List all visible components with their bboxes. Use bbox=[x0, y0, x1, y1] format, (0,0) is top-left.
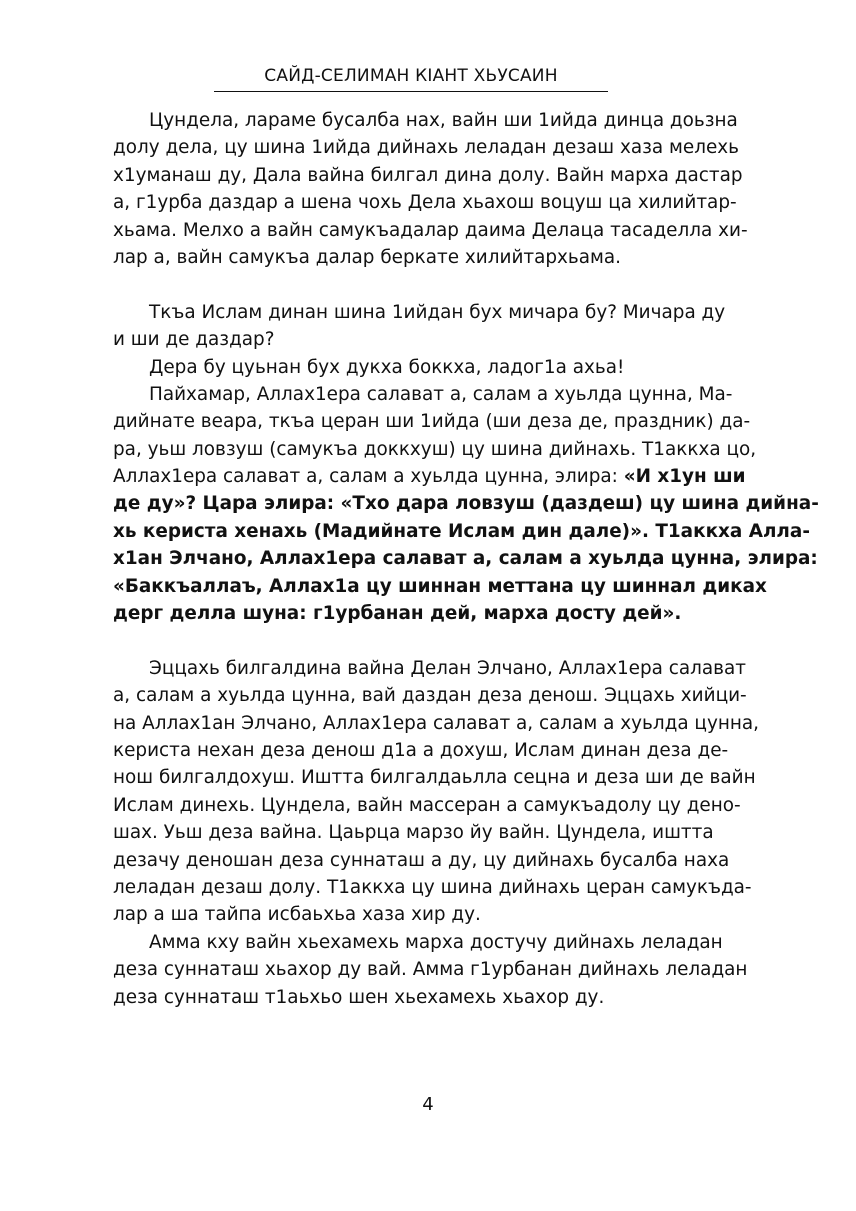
bold-line: «Баккъаллаъ, Аллах1а цу шиннан меттана цу шиннал диках bbox=[113, 575, 767, 597]
header-rule bbox=[214, 91, 608, 92]
text-line: нош билгалдохуш. Иштта билгалдаьлла сецна и деза ши де вайн bbox=[113, 767, 756, 789]
text-line: а, салам а хуьлда цунна, вай даздан деза денош. Эццахь хийци- bbox=[113, 685, 747, 707]
text-line: Цундела, лараме бусалба нах, вайн ши 1ийда динца доьзна bbox=[149, 110, 738, 131]
text-line: а, г1урба даздар а шена чохь Дела хьахош воцуш ца хилийтар- bbox=[113, 192, 737, 214]
text-line: Пайхамар, Аллах1ера салават а, салам а хуьлда цунна, Ма- bbox=[149, 383, 733, 405]
paragraph-2 bbox=[113, 299, 726, 354]
text-line: Эццахь билгалдина вайна Делан Элчано, Аллах1ера салават bbox=[149, 657, 747, 679]
text-line: х1уманаш ду, Дала вайна билгал дина долу. Вайн марха дастар bbox=[113, 164, 743, 186]
bold-segment: «И х1ун ши bbox=[623, 466, 746, 488]
text-line: Ткъа Ислам динан шина 1ийдан бух мичара бу? Мичара ду bbox=[149, 301, 726, 323]
bold-line: дерг делла шуна: г1урбанан дей, марха досту дей». bbox=[113, 603, 682, 625]
page-number: 4 bbox=[422, 1094, 434, 1115]
text-line: дезачу деношан деза суннаташ а ду, цу дийнахь бусалба наха bbox=[113, 849, 730, 871]
paragraph-4 bbox=[113, 381, 819, 628]
text-line-mixed bbox=[113, 463, 746, 490]
running-header: САЙД-СЕЛИМАН КIАНТ ХЬУСАИН bbox=[264, 66, 558, 86]
text-line: долу дела, цу шина 1ийда дийнахь леладан дезаш хаза мелехь bbox=[113, 137, 740, 159]
text-line: Амма кху вайн хьехамехь марха достучу дийнахь леладан bbox=[149, 931, 723, 953]
text-line: леладан дезаш долу. Т1аккха цу шина дийнахь церан самукъда- bbox=[113, 876, 752, 898]
bold-line: де ду»? Цара элира: «Тхо дара ловзуш (даздеш) цу шина дийна- bbox=[113, 493, 819, 515]
text-line: лар а, вайн самукъа далар беркате хилийтархьама. bbox=[113, 246, 622, 268]
paragraph-gap bbox=[113, 627, 709, 654]
text-line: лар а ша тайпа исбаьхьа хаза хир ду. bbox=[113, 904, 481, 926]
bold-line: хь кериста хенахь (Мадийнате Ислам дин дале)». Т1аккха Алла- bbox=[113, 520, 810, 542]
paragraph-gap bbox=[113, 271, 709, 298]
text-line: дийнате веара, ткъа церан ши 1ийда (ши деза де, праздник) да- bbox=[113, 411, 751, 433]
paragraph-6 bbox=[113, 929, 748, 1011]
text-line: и ши де даздар? bbox=[113, 329, 275, 351]
text-line: шах. Уьш деза вайна. Цаьрца марзо йу вайн. Цундела, иштта bbox=[113, 822, 714, 844]
text-segment: Аллах1ера салават а, салам а хуьлда цунна, элира: bbox=[113, 466, 624, 488]
text-line: деза суннаташ хьахор ду вай. Амма г1урбанан дийнахь леладан bbox=[113, 959, 748, 981]
text-line: на Аллах1ан Элчано, Аллах1ера салават а, салам а хуьлда цунна, bbox=[113, 712, 759, 734]
paragraph-1 bbox=[113, 107, 748, 271]
text-line: деза суннаташ т1аьхьо шен хьехамехь хьахор ду. bbox=[113, 986, 605, 1008]
paragraph-5 bbox=[113, 655, 759, 929]
text-line: Ислам динехь. Цундела, вайн массеран а самукъадолу цу дено- bbox=[113, 794, 741, 816]
body-text bbox=[113, 107, 819, 1011]
text-line: кериста нехан деза денош д1а а дохуш, Ислам динан деза де- bbox=[113, 739, 729, 761]
text-line: Дера бу цуьнан бух дукха боккха, ладог1а ахьа! bbox=[149, 356, 625, 378]
bold-line: х1ан Элчано, Аллах1ера салават а, салам а хуьлда цунна, элира: bbox=[113, 548, 818, 570]
text-line: ра, уьш ловзуш (самукъа доккхуш) цу шина дийнахь. Т1аккха цо, bbox=[113, 438, 757, 460]
text-line: хьама. Мелхо а вайн самукъадалар даима Делаца тасаделла хи- bbox=[113, 219, 748, 241]
paragraph-3 bbox=[113, 354, 709, 381]
